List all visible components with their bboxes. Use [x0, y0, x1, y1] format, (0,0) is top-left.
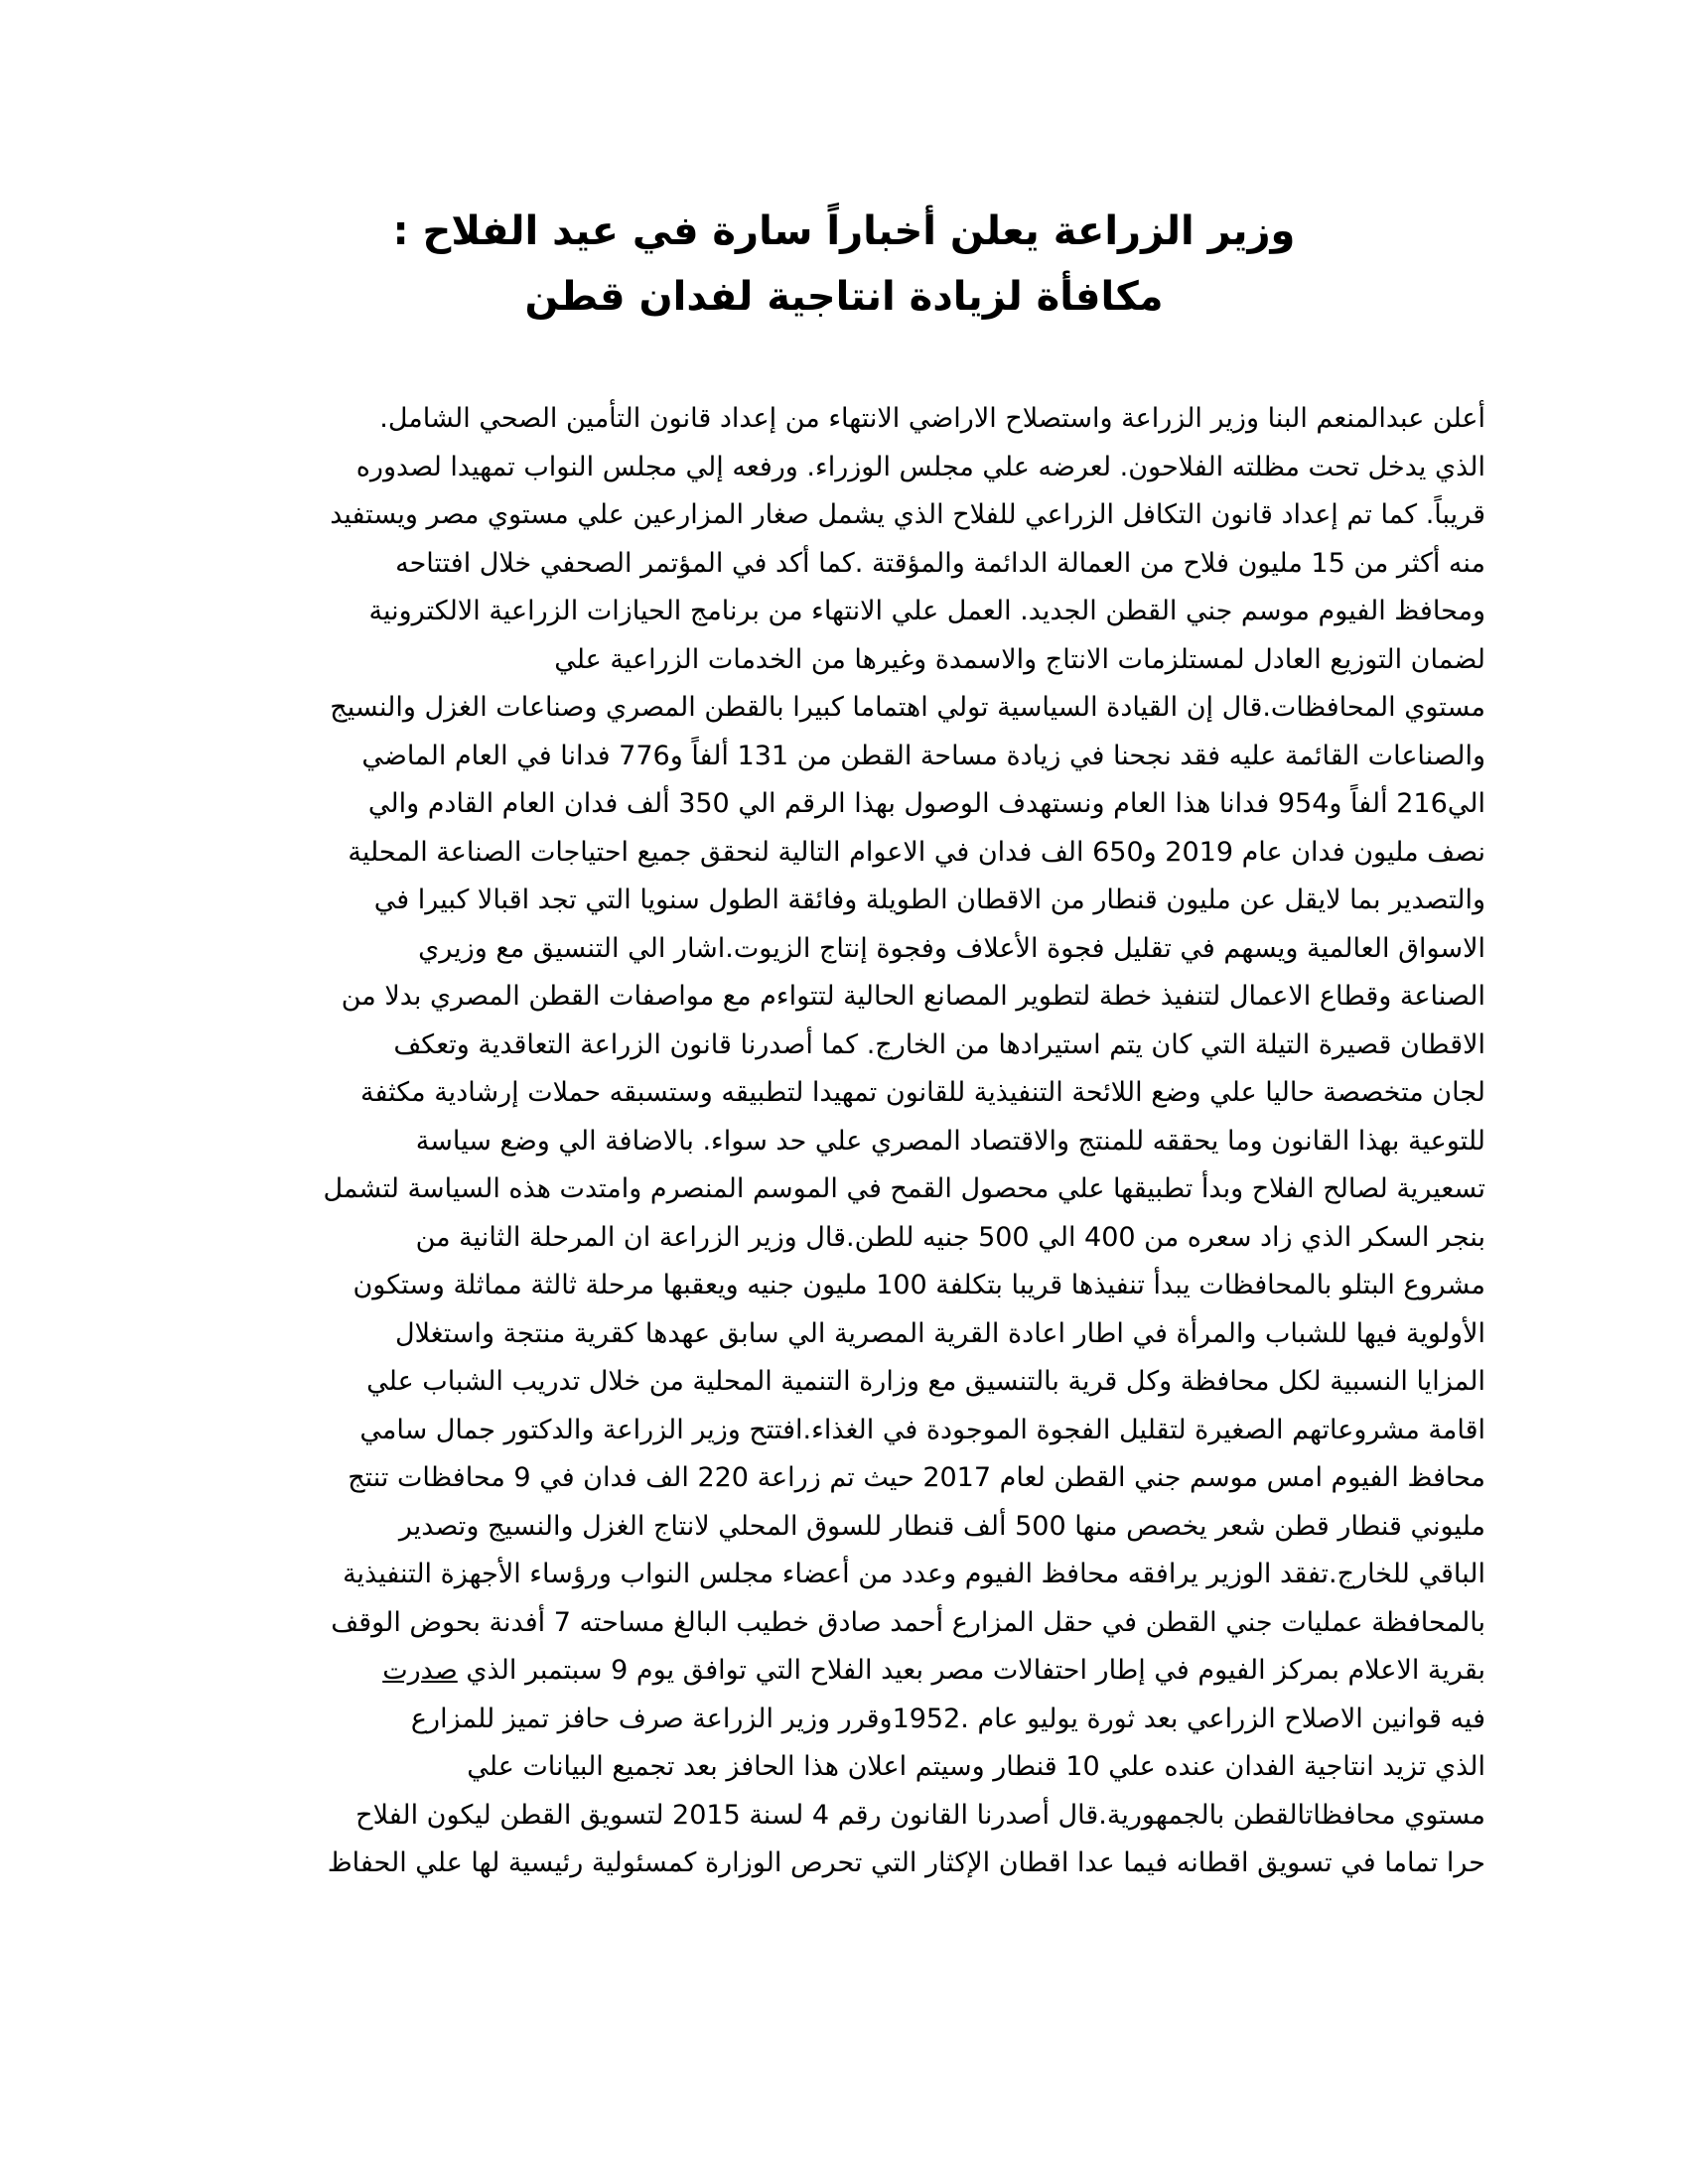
article-body	[185, 395, 1485, 1888]
body-line: تسعيرية لصالح الفلاح وبدأ تطبيقها علي محصول القمح في الموسم المنصرم وامتدت هذه السياسة لتشمل	[323, 1173, 1485, 1204]
body-line: للتوعية بهذا القانون وما يحققه للمنتج والاقتصاد المصري علي حد سواء. بالاضافة الي وضع سياسة	[415, 1125, 1485, 1157]
body-line: قريباً. كما تم إعداد قانون التكافل الزراعي للفلاح الذي يشمل صغار المزارعين علي مستوي مصر ويستفيد	[330, 499, 1485, 530]
body-line: مليوني قنطار قطن شعر يخصص منها 500 ألف قنطار للسوق المحلي لانتاج الغزل والنسيج وتصدير	[398, 1510, 1485, 1542]
body-line: المزايا النسبية لكل محافظة وكل قرية بالتنسيق مع وزارة التنمية المحلية من خلال تدريب الشباب علي	[366, 1366, 1485, 1397]
article-title	[159, 199, 1529, 330]
body-line: لضمان التوزيع العادل لمستلزمات الانتاج والاسمدة وغيرها من الخدمات الزراعية علي	[554, 643, 1485, 675]
body-line: الذي يدخل تحت مظلته الفلاحون. لعرضه علي مجلس الوزراء. ورفعه إلي مجلس النواب تمهيدا لصدوره	[355, 451, 1485, 482]
underlined-word: صدرت	[382, 1655, 458, 1686]
body-line: الاقطان قصيرة التيلة التي كان يتم استيرادها من الخارج. كما أصدرنا قانون الزراعة التعاقدية وتعكف	[393, 1028, 1485, 1060]
body-line: نصف مليون فدان عام 2019 و650 الف فدان في الاعوام التالية لنحقق جميع احتياجات الصناعة المحلية	[348, 836, 1485, 868]
body-line: مستوي المحافظات.قال إن القيادة السياسية تولي اهتماما كبيرا بالقطن المصري وصناعات الغزل والنسيج	[330, 692, 1485, 723]
body-line: الي216 ألفاً و954 فدانا هذا العام ونستهدف الوصول بهذا الرقم الي 350 ألف فدان العام القادم والي	[367, 788, 1485, 819]
title-line-1: وزير الزراعة يعلن أخباراً سارة في عيد الفلاح :	[392, 208, 1296, 254]
body-line: بنجر السكر الذي زاد سعره من 400 الي 500 جنيه للطن.قال وزير الزراعة ان المرحلة الثانية من	[415, 1221, 1485, 1253]
body-line: الاسواق العالمية ويسهم في تقليل فجوة الأعلاف وفجوة إنتاج الزيوت.اشار الي التنسيق مع وزيري	[418, 932, 1485, 964]
body-line: أعلن عبدالمنعم البنا وزير الزراعة واستصلاح الاراضي الانتهاء من إعداد قانون التأمين الصحي الشامل.	[379, 403, 1485, 434]
title-line-2: مكافأة لزيادة انتاجية لفدان قطن	[524, 274, 1164, 320]
body-line: الباقي للخارج.تفقد الوزير يرافقه محافظ الفيوم وعدد من أعضاء مجلس النواب ورؤساء الأجهزة التنفيذية	[343, 1559, 1485, 1589]
body-line: لجان متخصصة حاليا علي وضع اللائحة التنفيذية للقانون تمهيدا لتطبيقه وستسبقه حملات إرشادية مكثفة	[359, 1077, 1485, 1108]
body-line: مشروع البتلو بالمحافظات يبدأ تنفيذها قريبا بتكلفة 100 مليون جنيه ويعقبها مرحلة ثالثة مماثلة وستكون	[352, 1270, 1485, 1300]
body-line: حرا تماما في تسويق اقطانه فيما عدا اقطان الإكثار التي تحرص الوزارة كمسئولية رئيسية لها علي الحفاظ	[327, 1847, 1485, 1878]
body-line-with-underline	[185, 1647, 1485, 1696]
body-line: مستوي محافظاتالقطن بالجمهورية.قال أصدرنا القانون رقم 4 لسنة 2015 لتسويق القطن ليكون الفلاح	[355, 1799, 1485, 1831]
body-line: الأولوية فيها للشباب والمرأة في اطار اعادة القرية المصرية الي سابق عهدها كقرية منتجة واستغلال	[395, 1317, 1485, 1349]
body-line: ومحافظ الفيوم موسم جني القطن الجديد. العمل علي الانتهاء من برنامج الحيازات الزراعية الالكترونية	[368, 596, 1485, 626]
body-line: اقامة مشروعاتهم الصغيرة لتقليل الفجوة الموجودة في الغذاء.افتتح وزير الزراعة والدكتور جمال سامي	[359, 1414, 1485, 1445]
body-line-text: بقرية الاعلام بمركز الفيوم في إطار احتفالات مصر بعيد الفلاح التي توافق يوم 9 سبتمبر الذي	[466, 1655, 1485, 1686]
body-line: والصناعات القائمة عليه فقد نجحنا في زيادة مساحة القطن من 131 ألفاً و776 فدانا في العام الماضي	[361, 740, 1485, 771]
body-line: محافظ الفيوم امس موسم جني القطن لعام 2017 حيث تم زراعة 220 الف فدان في 9 محافظات تنتج	[348, 1462, 1485, 1493]
body-line: منه أكثر من 15 مليون فلاح من العمالة الدائمة والمؤقتة .كما أكد في المؤتمر الصحفي خلال افتتاحه	[395, 547, 1485, 579]
body-line: الذي تزيد انتاجية الفدان عنده علي 10 قنطار وسيتم اعلان هذا الحافز بعد تجميع البيانات علي	[467, 1751, 1485, 1782]
body-line: فيه قوانين الاصلاح الزراعي بعد ثورة يوليو عام .1952وقرر وزير الزراعة صرف حافز تميز للمزارع	[410, 1703, 1485, 1734]
body-line: والتصدير بما لايقل عن مليون قنطار من الاقطان الطويلة وفائقة الطول سنويا التي تجد اقبالا كبيرا في	[373, 885, 1485, 915]
body-line: الصناعة وقطاع الاعمال لتنفيذ خطة لتطوير المصانع الحالية لتتواءم مع مواصفات القطن المصري بدلا من	[341, 981, 1485, 1012]
body-line: بالمحافظة عمليات جني القطن في حقل المزارع أحمد صادق خطيب البالغ مساحته 7 أفدنة بحوض الوقف	[331, 1606, 1485, 1638]
